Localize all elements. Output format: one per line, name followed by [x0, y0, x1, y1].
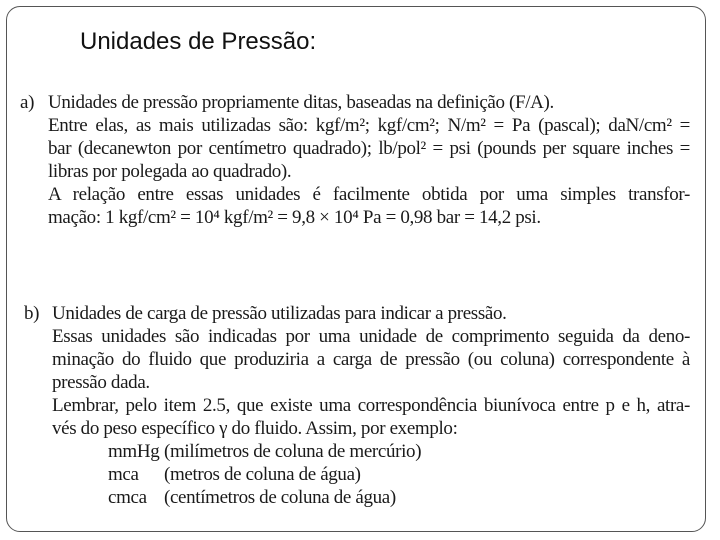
- section-a: [20, 91, 690, 229]
- section-a-line: mação: 1 kgf/cm² = 10⁴ kgf/m² = 9,8 × 10⁴ Pa = 0,98 bar = 14,2 psi.: [48, 207, 541, 228]
- section-a-line: bar (decanewton por centímetro quadrado); lb/pol² = psi (pounds per square inches =: [48, 138, 690, 159]
- unit-example: [108, 486, 690, 509]
- unit-example: [108, 463, 690, 486]
- unit-example-symbol: mca: [108, 464, 139, 485]
- section-b-line: minação do fluido que produziria a carga de pressão (ou coluna) correspondente à: [52, 349, 690, 370]
- section-a-marker: a): [20, 92, 35, 113]
- section-a-line: libras por polegada ao quadrado).: [48, 161, 292, 182]
- section-b-line: Unidades de carga de pressão utilizadas para indicar a pressão.: [52, 303, 507, 324]
- unit-example-symbol: cmca: [108, 487, 147, 508]
- section-b-line: Lembrar, pelo item 2.5, que existe uma correspondência biunívoca entre p e h, atra-: [52, 395, 690, 416]
- section-b-line: vés do peso específico γ do fluido. Assim, por exemplo:: [52, 418, 458, 439]
- section-b-row: [24, 302, 690, 509]
- unit-example-symbol: mmHg: [108, 441, 160, 462]
- section-a-body: [48, 91, 690, 229]
- unit-example-description: (centímetros de coluna de água): [164, 487, 396, 508]
- section-a-line: A relação entre essas unidades é facilmente obtida por uma simples transfor-: [48, 184, 690, 205]
- unit-example-description: (metros de coluna de água): [164, 464, 361, 485]
- section-b: [24, 302, 690, 509]
- slide-title: Unidades de Pressão:: [80, 28, 317, 55]
- section-b-line: Essas unidades são indicadas por uma unidade de comprimento seguida da deno-: [52, 326, 690, 347]
- section-b-line: pressão dada.: [52, 372, 150, 393]
- section-b-marker: b): [24, 303, 40, 324]
- section-a-row: [20, 91, 690, 229]
- section-a-line: Entre elas, as mais utilizadas são: kgf/m²; kgf/cm²; N/m² = Pa (pascal); daN/cm² =: [48, 115, 690, 136]
- unit-example: [108, 440, 690, 463]
- unit-example-list: [108, 440, 690, 509]
- unit-example-description: (milímetros de coluna de mercúrio): [164, 441, 422, 462]
- section-b-body: [52, 302, 690, 509]
- section-a-line: Unidades de pressão propriamente ditas, baseadas na definição (F/A).: [48, 92, 554, 113]
